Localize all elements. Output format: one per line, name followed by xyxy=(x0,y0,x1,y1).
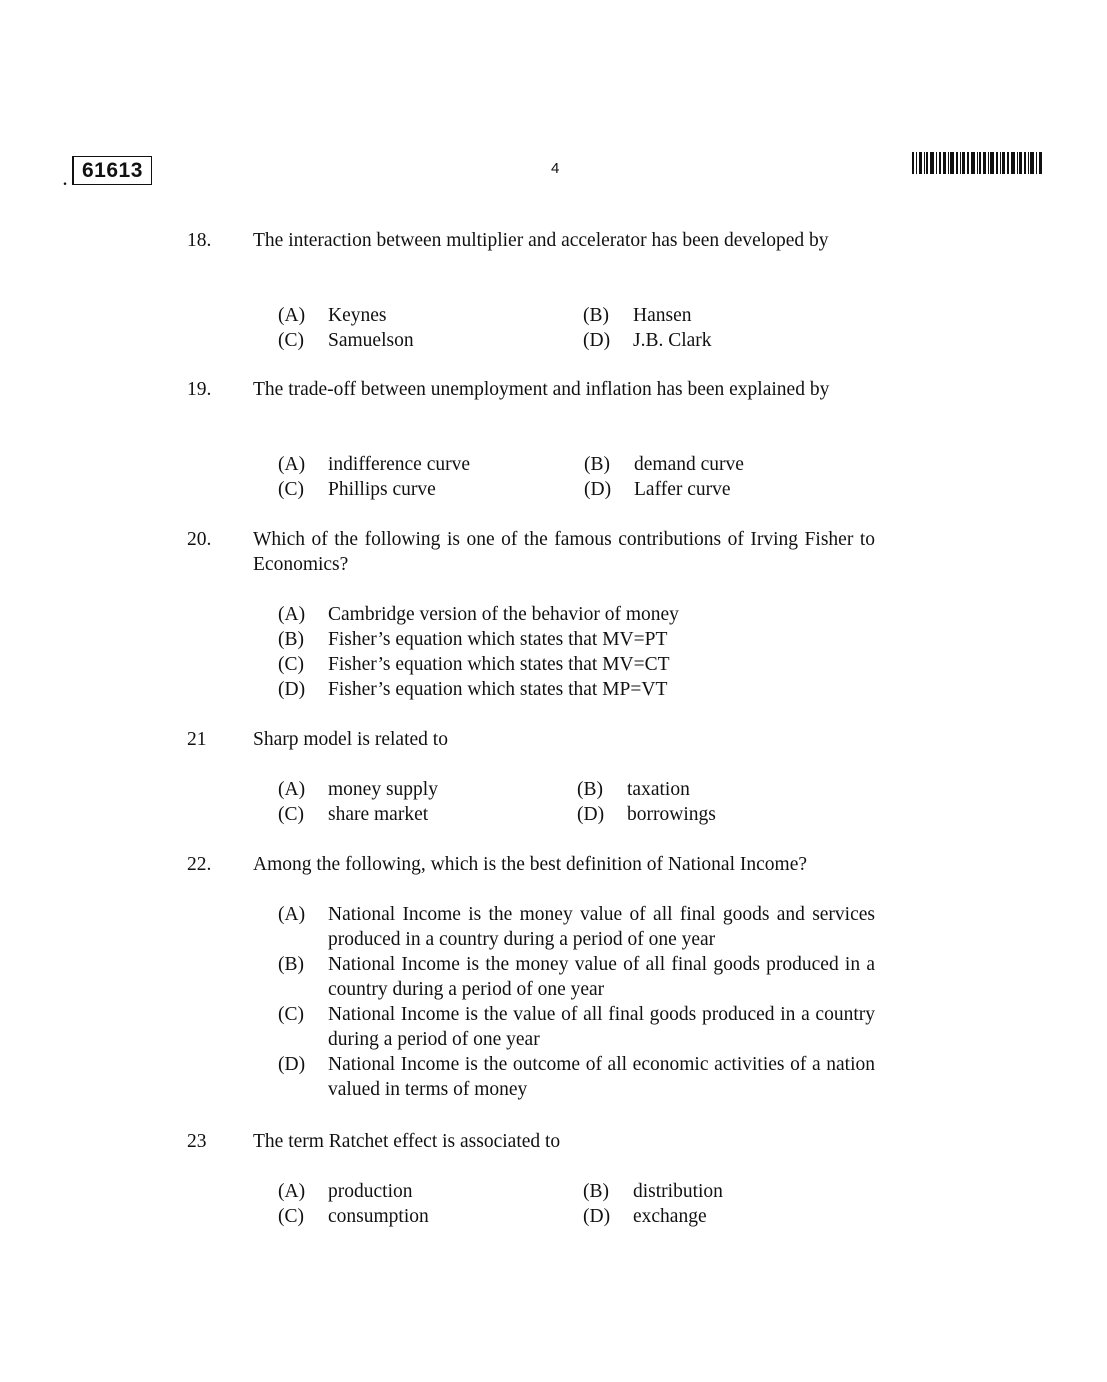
question-number: 19. xyxy=(187,379,212,400)
option-b: (B) Fisher’s equation which states that MV=PT xyxy=(278,629,668,650)
question-text: Among the following, which is the best definition of National Income? xyxy=(253,854,808,875)
option-b: (B) demand curve xyxy=(584,454,744,475)
question-number: 21 xyxy=(187,729,207,750)
question-number: 18. xyxy=(187,230,212,251)
question-text: The term Ratchet effect is associated to xyxy=(253,1131,561,1152)
option-c: (C) National Income is the value of all final goods produced in a country during a period of one year xyxy=(278,1004,875,1050)
option-c: (C) Samuelson xyxy=(278,330,414,351)
question-number: 20. xyxy=(187,529,212,550)
option-b: (B) Hansen xyxy=(583,305,692,326)
option-d: (D) exchange xyxy=(583,1206,707,1227)
options-grid xyxy=(278,303,875,353)
question-text: Which of the following is one of the famous contributions of Irving Fisher to Economics? xyxy=(253,529,875,575)
question-text: The interaction between multiplier and accelerator has been developed by xyxy=(253,230,829,251)
option-a: (A) money supply xyxy=(278,779,438,800)
paper-code-box xyxy=(72,156,152,185)
barcode-graphic xyxy=(912,152,1042,174)
options-list xyxy=(278,902,875,1102)
option-a: (A) Cambridge version of the behavior of money xyxy=(278,604,679,625)
code-dot-mark: . xyxy=(63,172,67,189)
options-grid xyxy=(278,1179,875,1229)
option-a: (A) Keynes xyxy=(278,305,387,326)
option-b: (B) taxation xyxy=(577,779,690,800)
question-text: The trade-off between unemployment and inflation has been explained by xyxy=(253,379,830,400)
option-a: (A) production xyxy=(278,1181,413,1202)
option-d: (D) J.B. Clark xyxy=(583,330,712,351)
option-d: (D) National Income is the outcome of all economic activities of a nation valued in terms of money xyxy=(278,1054,875,1100)
option-c: (C) share market xyxy=(278,804,429,825)
option-d: (D) Laffer curve xyxy=(584,479,731,500)
options-grid xyxy=(278,452,875,502)
option-b: (B) distribution xyxy=(583,1181,723,1202)
options-grid xyxy=(278,777,875,827)
paper-code: 61613 xyxy=(82,159,143,182)
option-a: (A) indifference curve xyxy=(278,454,471,475)
option-d: (D) Fisher’s equation which states that MP=VT xyxy=(278,679,668,700)
option-c: (C) Fisher’s equation which states that MV=CT xyxy=(278,654,670,675)
question-text: Sharp model is related to xyxy=(253,729,448,750)
option-b: (B) National Income is the money value of all final goods produced in a country during a period of one year xyxy=(278,954,875,1000)
options-list xyxy=(278,602,875,702)
option-c: (C) consumption xyxy=(278,1206,429,1227)
option-d: (D) borrowings xyxy=(577,804,716,825)
option-c: (C) Phillips curve xyxy=(278,479,436,500)
page-number: 4 xyxy=(551,160,560,177)
question-number: 23 xyxy=(187,1131,207,1152)
option-a: (A) National Income is the money value of all final goods and services produced in a country during a period of one year xyxy=(278,904,875,950)
question-number: 22. xyxy=(187,854,212,875)
